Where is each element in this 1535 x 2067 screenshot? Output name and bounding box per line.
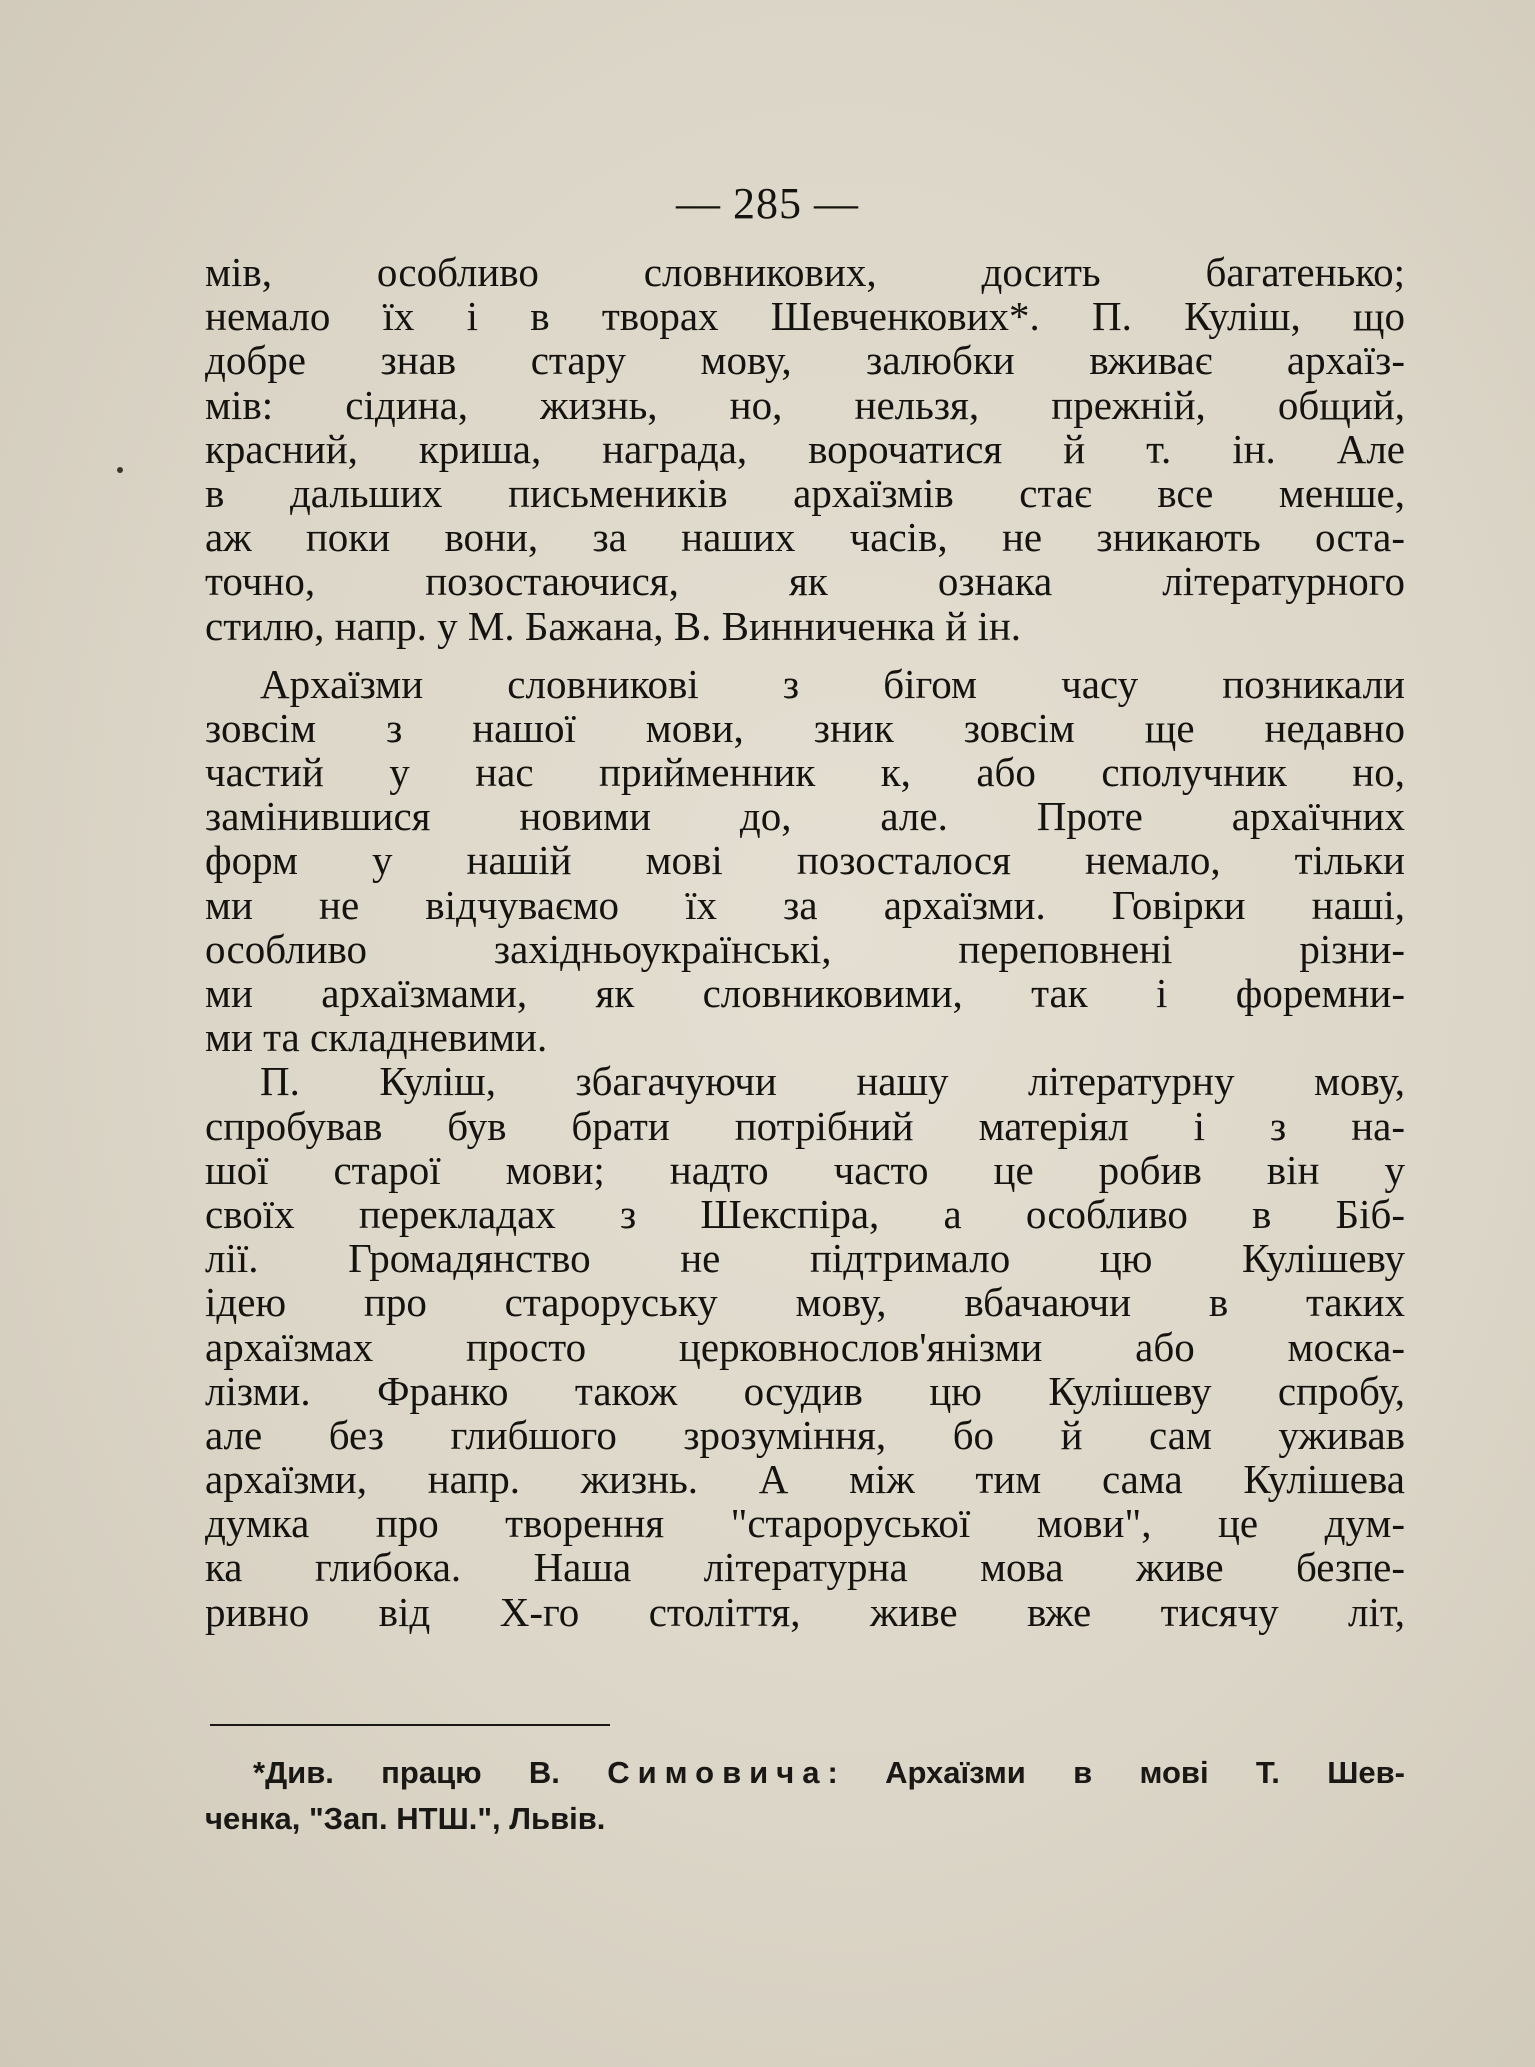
text-line: архаїзмах просто церковнослов'янізми або москa- bbox=[205, 1323, 1405, 1370]
text-line: форм у нашій мові позосталося немало, тільки bbox=[205, 837, 1405, 884]
text-line: мів: сідина, жизнь, но, нельзя, прежній, общий, bbox=[205, 381, 1405, 428]
text-line: ідею про староруську мову, вбачаючи в таких bbox=[205, 1279, 1405, 1326]
text-line: красний, криша, награда, ворочатися й т. ін. Але bbox=[205, 425, 1405, 472]
text-line: немало їх і в творах Шевченкових*. П. Куліш, що bbox=[205, 293, 1405, 340]
footnote-line bbox=[205, 1750, 1405, 1796]
paragraph-gap bbox=[205, 648, 1405, 662]
text-line: мів, особливо словникових, досить багатенько; bbox=[205, 249, 1405, 295]
text-line: П. Куліш, збагачуючи нашу літературну мову, bbox=[260, 1058, 1405, 1105]
text-line: аж поки вони, за наших часів, не зникають оста- bbox=[205, 514, 1405, 561]
text-line: ривно від Х-го століття, живе вже тисячу літ, bbox=[205, 1588, 1405, 1635]
text-line: лізми. Франко також осудив цю Кулішеву спробу, bbox=[205, 1367, 1405, 1414]
page-number: — 285 — bbox=[676, 179, 859, 228]
text-line: своїх перекладах з Шекспіра, а особливо в Біб- bbox=[205, 1190, 1405, 1237]
text-line: але без глибшого зрозуміння, бо й сам уживав bbox=[205, 1411, 1405, 1458]
footnote-title: : Архаїзми в мові Т. Шев- bbox=[827, 1755, 1405, 1790]
text-line: точно, позостаючися, як ознака літературного bbox=[205, 558, 1405, 605]
text-line: в дальших письмеників архаїзмів стає все менше, bbox=[205, 469, 1405, 516]
margin-speck bbox=[117, 467, 123, 473]
footnote-author: Симовича bbox=[607, 1755, 828, 1790]
text-line: стилю, напр. у М. Бажана, В. Винниченка й ін. bbox=[205, 602, 1022, 649]
text-line: архаїзми, напр. жизнь. А між тим сама Кулішева bbox=[205, 1456, 1405, 1503]
text-line: замінившися новими до, але. Проте архаїчних bbox=[205, 793, 1405, 840]
main-text bbox=[205, 250, 1405, 1634]
text-line: добре знав стару мову, залюбки вживає архаїз- bbox=[205, 337, 1405, 384]
text-line: ка глибока. Наша літературна мова живе безпе- bbox=[205, 1544, 1405, 1591]
text-line: ми не відчуваємо їх за архаїзми. Говірки наші, bbox=[205, 881, 1405, 928]
text-line: ми архаїзмами, як словниковими, так і форемни- bbox=[205, 970, 1405, 1016]
text-line: лії. Громадянство не підтримало цю Кулішеву bbox=[205, 1235, 1405, 1282]
text-line: Архаїзми словникові з бігом часу позникали bbox=[260, 660, 1405, 707]
text-line: шої старої мови; надто часто це робив він у bbox=[205, 1146, 1405, 1193]
footnote bbox=[205, 1750, 1405, 1842]
text-line: зовсім з нашої мови, зник зовсім ще недавно bbox=[205, 704, 1405, 751]
text-line: думка про творення "староруської мови", це дум- bbox=[205, 1500, 1405, 1547]
footnote-divider bbox=[210, 1724, 610, 1726]
footnote-line: ченка, "Зап. НТШ.", Львів. bbox=[205, 1801, 606, 1836]
text-line: спробував був брати потрібний матеріял і з на- bbox=[205, 1102, 1405, 1149]
text-line: частий у нас прийменник к, або сполучник но, bbox=[205, 749, 1405, 796]
text-line: ми та складневими. bbox=[205, 1014, 548, 1061]
footnote-prefix: *Див. працю В. bbox=[253, 1755, 560, 1790]
text-line: особливо західньоукраїнські, переповнені різни- bbox=[205, 925, 1405, 972]
